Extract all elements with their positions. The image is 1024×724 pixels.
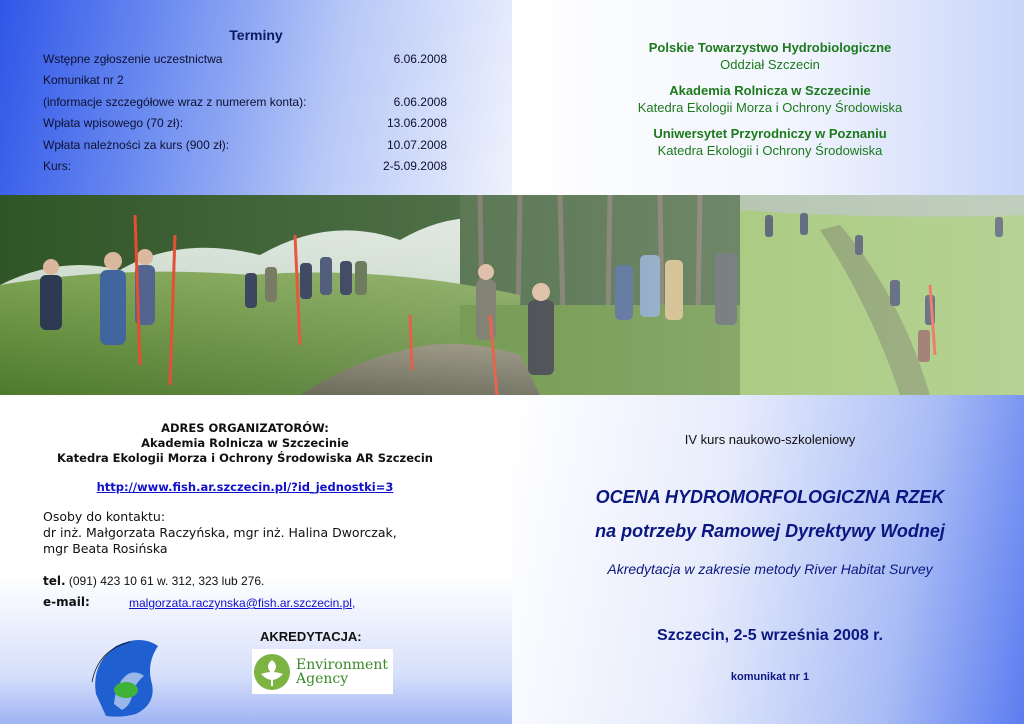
organization-unit: Oddział Szczecin	[720, 57, 820, 72]
organization-name: Uniwersytet Przyrodniczy w Poznaniu	[653, 126, 887, 141]
term-row	[43, 158, 447, 179]
accreditation-label: AKREDYTACJA:	[260, 629, 362, 644]
contact-line: dr inż. Małgorzata Raczyńska, mgr inż. Halina Dworczak,	[43, 525, 397, 540]
organization-name: Akademia Rolnicza w Szczecinie	[669, 83, 871, 98]
address-line: Katedra Ekologii Morza i Ochrony Środowiska AR Szczecin	[57, 451, 433, 465]
organization-name: Polskie Towarzystwo Hydrobiologiczne	[648, 40, 892, 55]
term-date: 6.06.2008	[393, 94, 447, 109]
organization-unit: Katedra Ekologii i Ochrony Środowiska	[657, 143, 883, 158]
contact-label: Osoby do kontaktu:	[43, 509, 166, 524]
phone-line	[43, 574, 264, 588]
organization-unit: Katedra Ekologii Morza i Ochrony Środowiska	[637, 100, 903, 115]
terms-list	[43, 51, 447, 179]
term-label: Kurs:	[43, 158, 72, 173]
term-label: (informacje szczegółowe wraz z numerem konta):	[43, 94, 307, 109]
term-date: 13.06.2008	[386, 116, 447, 131]
course-subtitle: IV kurs naukowo-szkoleniowy	[684, 432, 856, 447]
river-habitat-survey-logo	[86, 634, 166, 718]
phone-number: (091) 423 10 61 w. 312, 323 lub 276.	[68, 574, 265, 588]
address-line: Akademia Rolnicza w Szczecinie	[141, 436, 349, 450]
environment-agency-emblem-icon	[252, 652, 292, 692]
email-suffix: ,	[351, 596, 356, 610]
contact-line: mgr Beata Rosińska	[43, 541, 168, 556]
terms-heading: Terminy	[229, 27, 283, 43]
email-line	[129, 596, 355, 610]
photo-illustration	[0, 195, 1024, 395]
phone-label: tel.	[43, 574, 66, 588]
address-heading: ADRES ORGANIZATORÓW:	[161, 421, 329, 435]
term-row	[43, 137, 447, 158]
accreditation-note: Akredytacja w zakresie metody River Habitat Survey	[607, 561, 933, 577]
field-work-photo	[0, 195, 1024, 395]
term-date: 2-5.09.2008	[382, 158, 447, 173]
term-label: Komunikat nr 2	[43, 73, 124, 88]
environment-agency-logo	[252, 649, 393, 694]
contact-persons	[43, 509, 483, 557]
term-row	[43, 94, 447, 115]
website-link[interactable]: http://www.fish.ar.szczecin.pl/?id_jednostki=3	[96, 480, 394, 494]
email-label: e-mail:	[43, 595, 90, 609]
agency-name-line: Agency	[296, 670, 349, 687]
term-label: Wpłata należności za kurs (900 zł):	[43, 137, 230, 152]
course-title-line2: na potrzeby Ramowej Dyrektywy Wodnej	[595, 521, 945, 541]
term-row	[43, 72, 447, 93]
organizers-address	[0, 421, 490, 466]
term-row	[43, 51, 447, 72]
agency-name-line: Environment	[296, 656, 388, 673]
term-date: 10.07.2008	[386, 137, 447, 152]
environment-agency-wordmark	[296, 658, 388, 686]
term-date: 6.06.2008	[393, 52, 447, 66]
term-label: Wstępne zgłoszenie uczestnictwa	[43, 52, 223, 66]
email-link[interactable]: malgorzata.raczynska@fish.ar.szczecin.pl	[129, 596, 352, 610]
communique-number: komunikat nr 1	[730, 671, 810, 683]
term-label: Wpłata wpisowego (70 zł):	[43, 116, 184, 131]
organizers-list	[520, 40, 1020, 169]
term-row	[43, 115, 447, 136]
course-title: OCENA HYDROMORFOLOGICZNA RZEK	[595, 487, 945, 507]
rhs-logo-graphic	[86, 634, 166, 718]
place-date: Szczecin, 2-5 września 2008 r.	[657, 627, 883, 644]
